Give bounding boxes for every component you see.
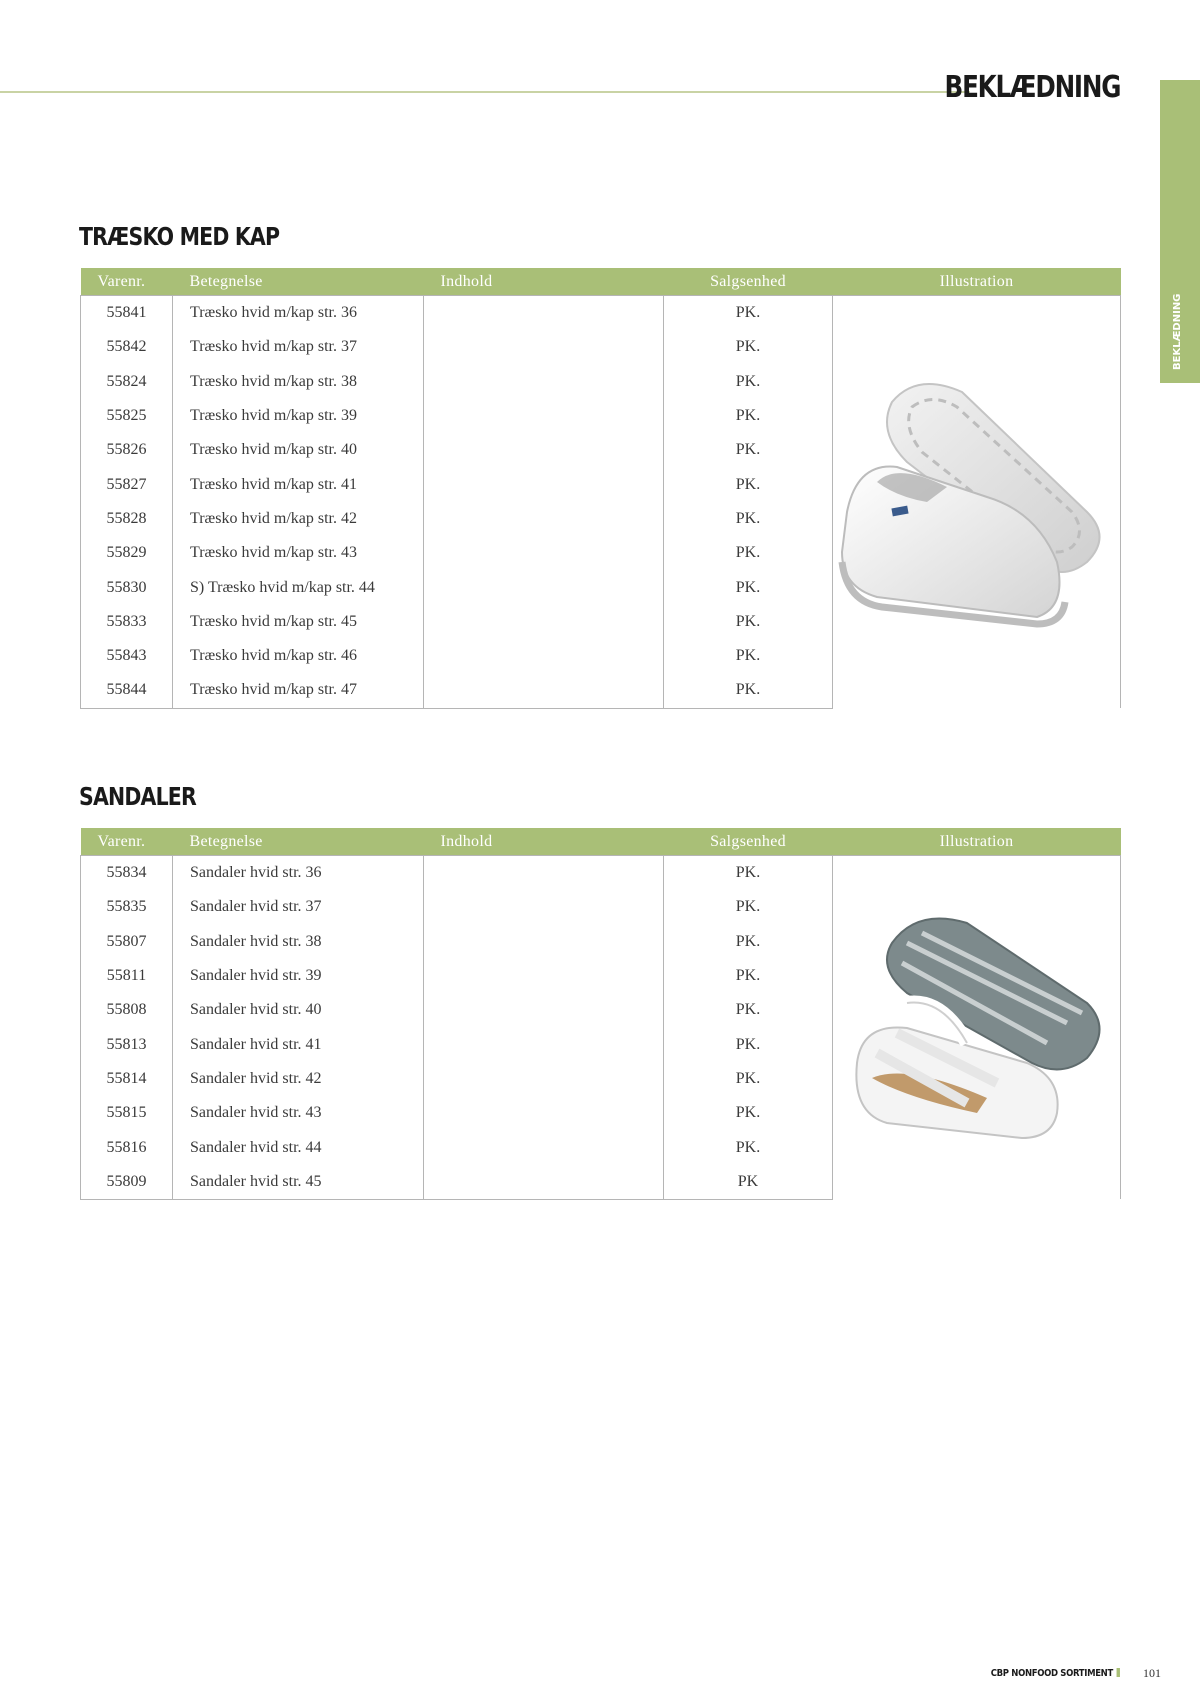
side-tab [1160,80,1200,383]
footer-brand-text: CBP NONFOOD SORTIMENT [991,1668,1114,1679]
betegnelse-cell: Sandaler hvid str. 37 [173,890,424,924]
salgsenhed-cell: PK. [664,467,833,501]
varenr-cell: 55828 [81,502,173,536]
varenr-cell: 55833 [81,605,173,639]
varenr-cell: 55844 [81,673,173,708]
indhold-cell [424,467,664,501]
betegnelse-cell: Træsko hvid m/kap str. 36 [173,296,424,331]
page-number: 101 [1143,1666,1161,1680]
betegnelse-cell: Sandaler hvid str. 41 [173,1027,424,1061]
varenr-cell: 55830 [81,570,173,604]
table-body [81,856,1121,1200]
betegnelse-cell: Træsko hvid m/kap str. 47 [173,673,424,708]
product-table-sandaler [80,828,1121,1200]
column-header-varenr: Varenr. [81,268,173,296]
betegnelse-cell: Sandaler hvid str. 40 [173,993,424,1027]
chapter-title: BEKLÆDNING [944,70,1120,105]
varenr-cell: 55816 [81,1130,173,1164]
betegnelse-cell: Træsko hvid m/kap str. 37 [173,330,424,364]
column-header-varenr: Varenr. [81,828,173,856]
varenr-cell: 55815 [81,1096,173,1130]
product-table-traesko [80,268,1121,709]
indhold-cell [424,1130,664,1164]
varenr-cell: 55827 [81,467,173,501]
betegnelse-cell: Træsko hvid m/kap str. 45 [173,605,424,639]
betegnelse-cell: S) Træsko hvid m/kap str. 44 [173,570,424,604]
indhold-cell [424,605,664,639]
indhold-cell [424,570,664,604]
indhold-cell [424,856,664,891]
betegnelse-cell: Træsko hvid m/kap str. 43 [173,536,424,570]
salgsenhed-cell: PK. [664,1027,833,1061]
side-tab-label: BEKLÆDNING [1172,293,1183,370]
salgsenhed-cell: PK. [664,1096,833,1130]
betegnelse-cell: Træsko hvid m/kap str. 46 [173,639,424,673]
indhold-cell [424,890,664,924]
column-header-indhold: Indhold [424,828,664,856]
salgsenhed-cell: PK. [664,399,833,433]
indhold-cell [424,330,664,364]
salgsenhed-cell: PK. [664,959,833,993]
varenr-cell: 55834 [81,856,173,891]
indhold-cell [424,1027,664,1061]
salgsenhed-cell: PK. [664,1130,833,1164]
betegnelse-cell: Sandaler hvid str. 39 [173,959,424,993]
salgsenhed-cell: PK. [664,925,833,959]
column-header-betegnelse: Betegnelse [173,268,424,296]
footer-brand [991,1668,1120,1679]
salgsenhed-cell: PK. [664,536,833,570]
column-header-salgsenhed: Salgsenhed [664,268,833,296]
column-header-betegnelse: Betegnelse [173,828,424,856]
salgsenhed-cell: PK. [664,330,833,364]
column-header-indhold: Indhold [424,268,664,296]
indhold-cell [424,1096,664,1130]
varenr-cell: 55811 [81,959,173,993]
salgsenhed-cell: PK. [664,856,833,891]
salgsenhed-cell: PK. [664,1062,833,1096]
salgsenhed-cell: PK. [664,890,833,924]
varenr-cell: 55842 [81,330,173,364]
column-header-illustration: Illustration [833,268,1121,296]
varenr-cell: 55813 [81,1027,173,1061]
varenr-cell: 55829 [81,536,173,570]
indhold-cell [424,1062,664,1096]
illustration-cell [833,856,1121,1200]
section-title-sandaler: SANDALER [79,782,196,811]
column-header-illustration: Illustration [833,828,1121,856]
table-row [81,296,1121,331]
indhold-cell [424,502,664,536]
table-header-row [81,268,1121,296]
betegnelse-cell: Sandaler hvid str. 45 [173,1165,424,1200]
salgsenhed-cell: PK. [664,502,833,536]
varenr-cell: 55843 [81,639,173,673]
salgsenhed-cell: PK. [664,639,833,673]
betegnelse-cell: Træsko hvid m/kap str. 42 [173,502,424,536]
indhold-cell [424,365,664,399]
betegnelse-cell: Sandaler hvid str. 42 [173,1062,424,1096]
section-title-traesko: TRÆSKO MED KAP [79,222,280,251]
salgsenhed-cell: PK. [664,365,833,399]
table-row [81,856,1121,891]
table-body [81,296,1121,709]
sandal-icon [847,903,1107,1153]
clog-shoe-icon [837,362,1117,642]
betegnelse-cell: Træsko hvid m/kap str. 39 [173,399,424,433]
varenr-cell: 55807 [81,925,173,959]
indhold-cell [424,399,664,433]
betegnelse-cell: Træsko hvid m/kap str. 41 [173,467,424,501]
varenr-cell: 55809 [81,1165,173,1200]
indhold-cell [424,925,664,959]
table-header-row [81,828,1121,856]
salgsenhed-cell: PK. [664,570,833,604]
salgsenhed-cell: PK. [664,673,833,708]
salgsenhed-cell: PK [664,1165,833,1200]
illustration-cell [833,296,1121,709]
indhold-cell [424,536,664,570]
varenr-cell: 55841 [81,296,173,331]
header-rule [0,91,970,93]
column-header-salgsenhed: Salgsenhed [664,828,833,856]
indhold-cell [424,959,664,993]
varenr-cell: 55814 [81,1062,173,1096]
indhold-cell [424,673,664,708]
indhold-cell [424,433,664,467]
varenr-cell: 55826 [81,433,173,467]
footer-accent-bar [1117,1668,1120,1677]
betegnelse-cell: Træsko hvid m/kap str. 40 [173,433,424,467]
betegnelse-cell: Træsko hvid m/kap str. 38 [173,365,424,399]
betegnelse-cell: Sandaler hvid str. 44 [173,1130,424,1164]
betegnelse-cell: Sandaler hvid str. 38 [173,925,424,959]
indhold-cell [424,993,664,1027]
indhold-cell [424,296,664,331]
salgsenhed-cell: PK. [664,433,833,467]
varenr-cell: 55808 [81,993,173,1027]
salgsenhed-cell: PK. [664,296,833,331]
salgsenhed-cell: PK. [664,993,833,1027]
varenr-cell: 55825 [81,399,173,433]
varenr-cell: 55824 [81,365,173,399]
betegnelse-cell: Sandaler hvid str. 36 [173,856,424,891]
salgsenhed-cell: PK. [664,605,833,639]
indhold-cell [424,1165,664,1200]
betegnelse-cell: Sandaler hvid str. 43 [173,1096,424,1130]
varenr-cell: 55835 [81,890,173,924]
indhold-cell [424,639,664,673]
